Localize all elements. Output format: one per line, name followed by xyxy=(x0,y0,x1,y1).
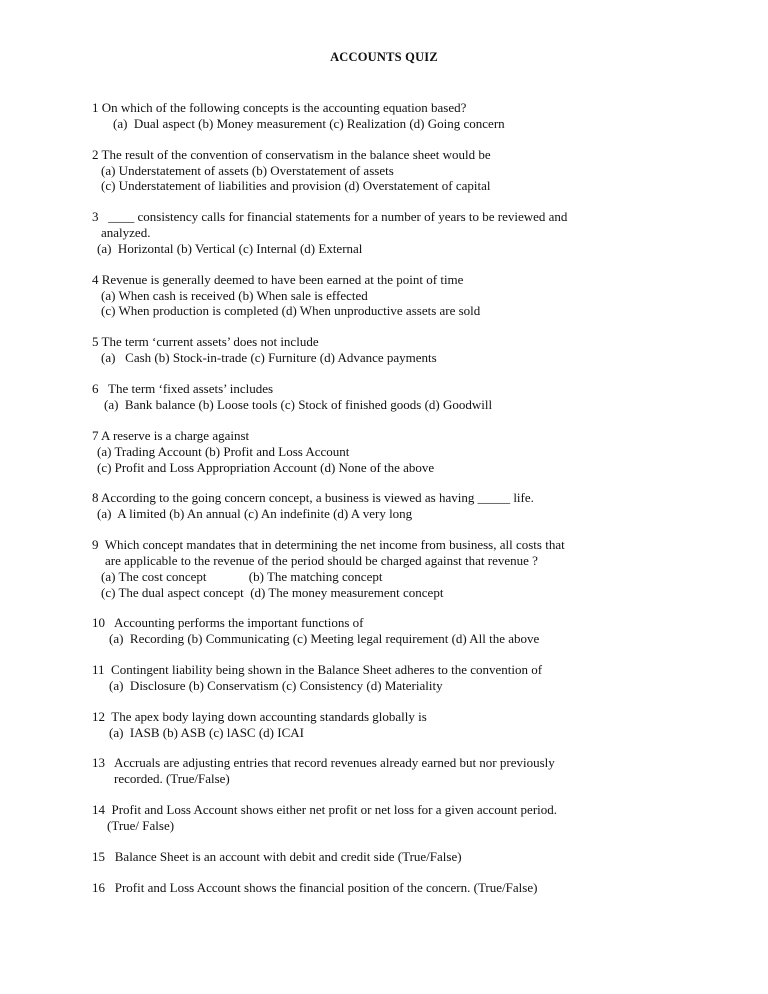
question-9-text: 9 Which concept mandates that in determining the net income from business, all costs that xyxy=(92,537,565,552)
question-10-options: (a) Recording (b) Communicating (c) Meeting legal requirement (d) All the above xyxy=(109,631,540,646)
question-12-text: 12 The apex body laying down accounting standards globally is xyxy=(92,709,427,724)
question-2-text: 2 The result of the convention of conservatism in the balance sheet would be xyxy=(92,147,491,162)
question-11-text: 11 Contingent liability being shown in the Balance Sheet adheres to the convention of xyxy=(92,662,543,677)
question-8-options: (a) A limited (b) An annual (c) An indefinite (d) A very long xyxy=(97,506,413,521)
question-5-options: (a) Cash (b) Stock-in-trade (c) Furniture (d) Advance payments xyxy=(101,350,437,365)
question-10-text: 10 Accounting performs the important functions of xyxy=(92,615,364,630)
question-2-options-line-1: (a) Understatement of assets (b) Overstatement of assets xyxy=(101,163,394,178)
question-15-text: 15 Balance Sheet is an account with debit and credit side (True/False) xyxy=(92,849,462,864)
question-8-text: 8 According to the going concern concept, a business is viewed as having _____ life. xyxy=(92,490,534,505)
question-1-text: 1 On which of the following concepts is the accounting equation based? xyxy=(92,100,467,115)
question-9-options-line-2: (c) The dual aspect concept (d) The money measurement concept xyxy=(101,585,444,600)
question-2-options-line-2: (c) Understatement of liabilities and provision (d) Overstatement of capital xyxy=(101,178,491,193)
question-9-options-line-1: (a) The cost concept (b) The matching concept xyxy=(101,569,383,584)
question-16-text: 16 Profit and Loss Account shows the financial position of the concern. (True/False) xyxy=(92,880,538,895)
question-6-text: 6 The term ‘fixed assets’ includes xyxy=(92,381,274,396)
question-7-options-line-2: (c) Profit and Loss Appropriation Account (d) None of the above xyxy=(97,460,435,475)
question-13-text: 13 Accruals are adjusting entries that record revenues already earned but nor previously xyxy=(92,755,555,770)
page-title: ACCOUNTS QUIZ xyxy=(330,50,438,64)
question-9-text-cont: are applicable to the revenue of the period should be charged against that revenue ? xyxy=(105,553,538,568)
question-3-text-cont: analyzed. xyxy=(101,225,151,240)
question-4-options-line-1: (a) When cash is received (b) When sale is effected xyxy=(101,288,368,303)
question-3-options: (a) Horizontal (b) Vertical (c) Internal (d) External xyxy=(97,241,363,256)
question-14-text-cont: (True/ False) xyxy=(107,818,175,833)
question-14-text: 14 Profit and Loss Account shows either net profit or net loss for a given account period. xyxy=(92,802,558,817)
question-6-options: (a) Bank balance (b) Loose tools (c) Stock of finished goods (d) Goodwill xyxy=(104,397,493,412)
question-4-options-line-2: (c) When production is completed (d) When unproductive assets are sold xyxy=(101,303,481,318)
question-1-options: (a) Dual aspect (b) Money measurement (c) Realization (d) Going concern xyxy=(113,116,505,131)
question-7-options-line-1: (a) Trading Account (b) Profit and Loss Account xyxy=(97,444,350,459)
question-5-text: 5 The term ‘current assets’ does not include xyxy=(92,334,319,349)
question-13-text-cont: recorded. (True/False) xyxy=(114,771,230,786)
question-4-text: 4 Revenue is generally deemed to have been earned at the point of time xyxy=(92,272,464,287)
question-7-text: 7 A reserve is a charge against xyxy=(92,428,250,443)
question-12-options: (a) IASB (b) ASB (c) lASC (d) ICAI xyxy=(109,725,304,740)
question-11-options: (a) Disclosure (b) Conservatism (c) Consistency (d) Materiality xyxy=(109,678,443,693)
question-3-text: 3 ____ consistency calls for financial statements for a number of years to be reviewed and xyxy=(92,209,568,224)
